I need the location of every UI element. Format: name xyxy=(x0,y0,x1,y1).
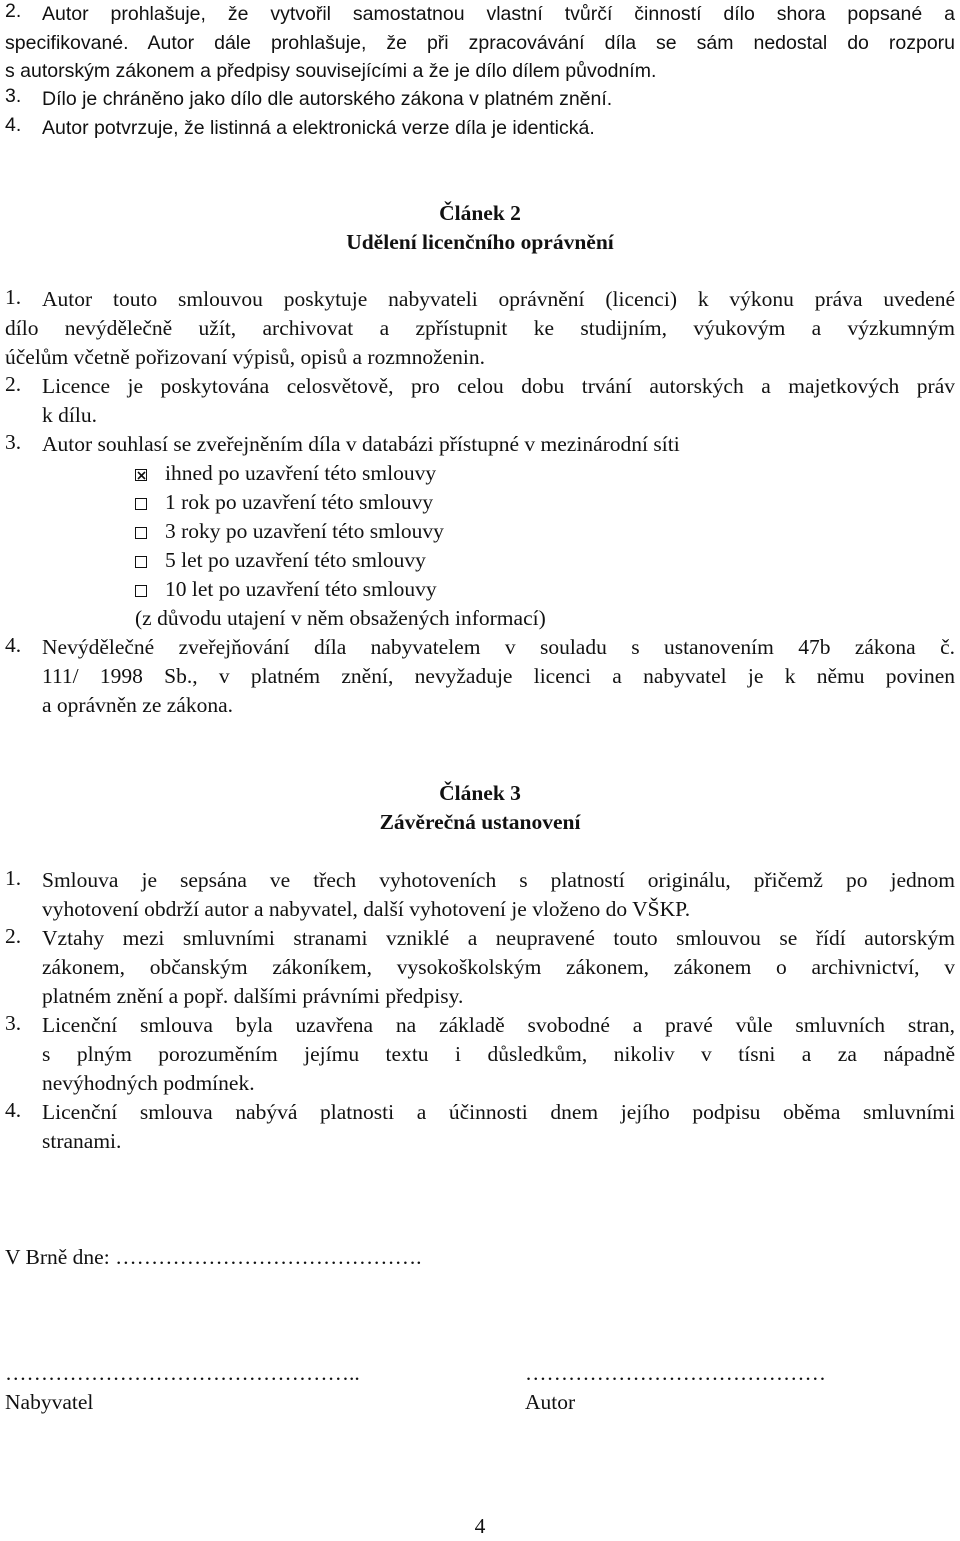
article-3-subtitle: Závěrečná ustanovení xyxy=(379,810,581,834)
option-immediately[interactable] xyxy=(135,459,436,488)
clause-number: 2. xyxy=(5,924,22,948)
clause-line: Licenční smlouva nabývá platnosti a účinnosti dnem jejího podpisu oběma smluvními xyxy=(42,1100,955,1124)
clause-line: Licenční smlouva byla uzavřena na základě svobodné a pravé vůle smluvních stran, xyxy=(42,1013,955,1037)
signature-label-author: Autor xyxy=(525,1390,576,1414)
clause-text: Dílo je chráněno jako dílo dle autorského zákona v platném znění. xyxy=(42,88,613,110)
clause-line: k dílu. xyxy=(42,403,97,427)
option-10-years[interactable] xyxy=(135,575,437,604)
clause-4-identity xyxy=(5,114,955,143)
option-1-year[interactable] xyxy=(135,488,433,517)
article-2-clause-2 xyxy=(5,372,955,430)
article-3-title: Článek 3 xyxy=(439,781,521,805)
clause-number: 2. xyxy=(5,372,22,396)
clause-text: Autor souhlasí se zveřejněním díla v databázi přístupné v mezinárodní síti xyxy=(42,432,680,456)
option-label: 5 let po uzavření této smlouvy xyxy=(165,548,426,572)
option-label: 3 roky po uzavření této smlouvy xyxy=(165,519,444,543)
option-label: ihned po uzavření této smlouvy xyxy=(165,461,437,485)
article-2-subtitle: Udělení licenčního oprávnění xyxy=(346,230,614,254)
option-label: 10 let po uzavření této smlouvy xyxy=(165,577,437,601)
checkbox-unchecked-icon[interactable] xyxy=(135,527,147,539)
clause-line: 111/ 1998 Sb., v platném znění, nevyžaduje licenci a nabyvatel je k němu povinen xyxy=(42,664,955,688)
option-label: 1 rok po uzavření této smlouvy xyxy=(165,490,434,514)
clause-line: Autor prohlašuje, že vytvořil samostatnou vlastní tvůrčí činností dílo shora popsané a xyxy=(42,3,955,25)
signature-dots-right: …………………………………… xyxy=(525,1361,826,1385)
clause-line: Autor touto smlouvou poskytuje nabyvateli oprávnění (licenci) k výkonu práva uvedené xyxy=(42,287,955,311)
place-date-line: V Brně dne: ……………………………………. xyxy=(5,1245,422,1269)
article-2-clause-1 xyxy=(5,285,955,372)
checkbox-unchecked-icon[interactable] xyxy=(135,585,147,597)
article-2-clause-3 xyxy=(5,430,955,459)
clause-number: 4. xyxy=(5,1098,22,1122)
clause-line: nevýhodných podmínek. xyxy=(42,1071,255,1095)
clause-line: specifikované. Autor dále prohlašuje, že při zpracovávání díla se sám nedostal do rozporu xyxy=(5,31,955,54)
clause-line: Licence je poskytována celosvětově, pro celou dobu trvání autorských a majetkových práv xyxy=(42,374,955,398)
clause-line: vyhotovení obdrží autor a nabyvatel, další vyhotovení je vloženo do VŠKP. xyxy=(42,897,691,921)
signature-label-licensee: Nabyvatel xyxy=(5,1390,94,1414)
clause-line: účelům včetně pořizovaní výpisů, opisů a rozmnoženin. xyxy=(5,345,486,369)
article-2-clause-4 xyxy=(5,633,955,720)
clause-line: Vztahy mezi smluvními stranami vzniklé a neupravené touto smlouvou se řídí autorským xyxy=(42,926,955,950)
option-5-years[interactable] xyxy=(135,546,426,575)
article-3-clause-4 xyxy=(5,1098,955,1156)
clause-number: 2. xyxy=(5,0,22,22)
clause-number: 4. xyxy=(5,633,22,657)
article-3-clause-3 xyxy=(5,1011,955,1098)
signature-dots-left: ………………………………………….. xyxy=(5,1361,360,1385)
article-3-clause-1 xyxy=(5,866,955,924)
clause-number: 3. xyxy=(5,1011,22,1035)
clause-number: 3. xyxy=(5,85,22,107)
clause-text: Autor potvrzuje, že listinná a elektronická verze díla je identická. xyxy=(42,117,595,139)
checkbox-unchecked-icon[interactable] xyxy=(135,556,147,568)
clause-number: 1. xyxy=(5,866,22,890)
clause-number: 1. xyxy=(5,285,22,309)
clause-line: Nevýdělečné zveřejňování díla nabyvatelem v souladu s ustanovením 47b zákona č. xyxy=(42,635,955,659)
clause-line: a oprávněn ze zákona. xyxy=(42,693,234,717)
page-number: 4 xyxy=(474,1514,486,1538)
checkbox-unchecked-icon[interactable] xyxy=(135,498,147,510)
options-note: (z důvodu utajení v něm obsažených informací) xyxy=(135,606,546,630)
clause-number: 4. xyxy=(5,114,22,136)
clause-2-declaration xyxy=(5,0,955,86)
article-3-clause-2 xyxy=(5,924,955,1011)
clause-line: s plným porozuměním jejímu textu i důsledkům, nikoliv v tísni a za nápadně xyxy=(42,1042,955,1066)
clause-line: dílo nevýdělečně užít, archivovat a zpřístupnit ke studijním, výukovým a výzkumným xyxy=(5,316,955,340)
clause-line: stranami. xyxy=(42,1129,122,1153)
option-3-years[interactable] xyxy=(135,517,444,546)
checkbox-checked-icon[interactable] xyxy=(135,469,147,481)
article-2-title: Článek 2 xyxy=(439,201,521,225)
clause-number: 3. xyxy=(5,430,22,454)
clause-line: platném znění a popř. dalšími právními předpisy. xyxy=(42,984,464,1008)
clause-line: Smlouva je sepsána ve třech vyhotoveních s platností originálu, přičemž po jednom xyxy=(42,868,955,892)
clause-line: s autorským zákonem a předpisy souvisejícími a že je dílo dílem původním. xyxy=(5,60,657,82)
clause-line: zákonem, občanským zákoníkem, vysokoškolským zákonem, zákonem o archivnictví, v xyxy=(42,955,955,979)
clause-3-protection xyxy=(5,85,955,114)
